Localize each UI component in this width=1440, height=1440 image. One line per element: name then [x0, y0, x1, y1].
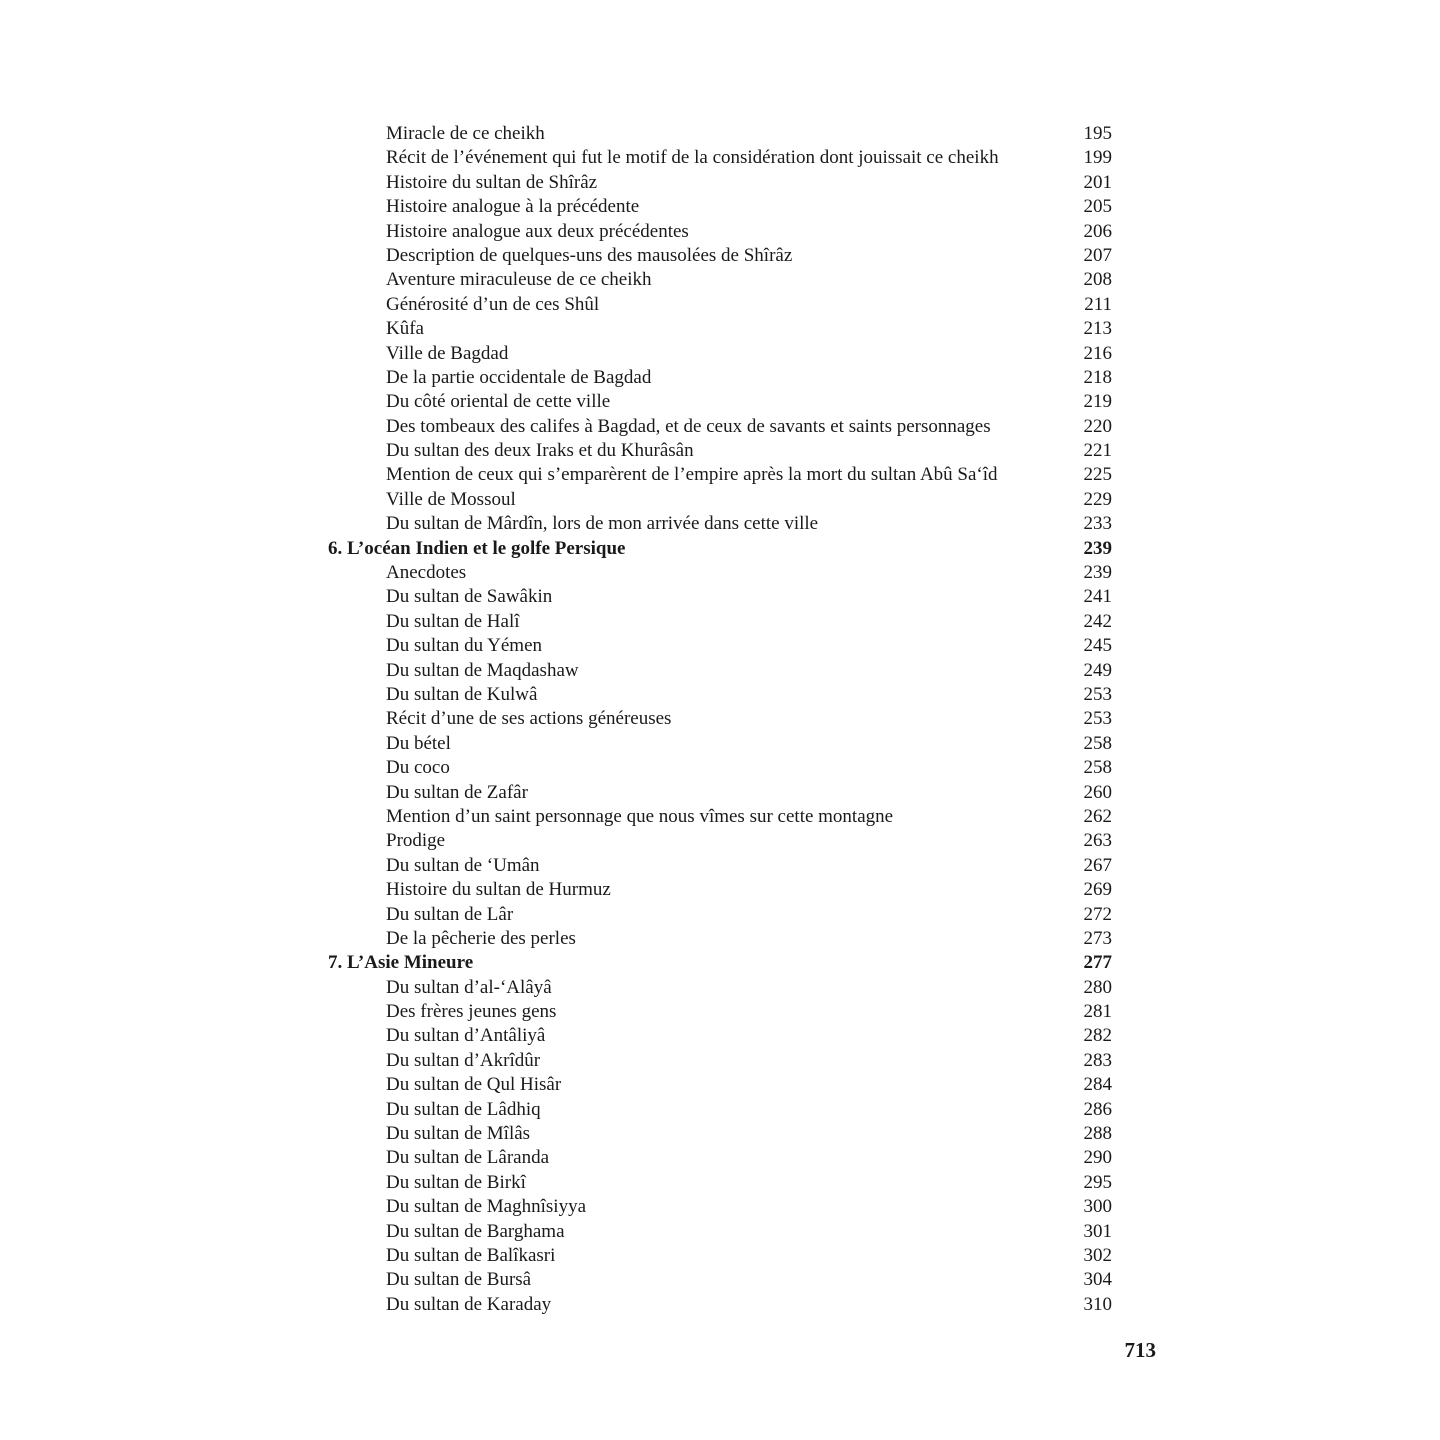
toc-entry [328, 220, 1112, 244]
toc-entry [328, 293, 1112, 317]
toc-entry-title: Du sultan d’Antâliyâ [386, 1025, 546, 1047]
toc-entry-page-number: 195 [1083, 123, 1112, 144]
toc-entry-title: Ville de Bagdad [386, 342, 509, 364]
toc-entry [328, 268, 1112, 292]
toc-entry-page-number: 239 [1083, 537, 1112, 559]
table-of-contents [328, 122, 1112, 1317]
toc-entry [328, 781, 1112, 805]
toc-chapter-heading [328, 951, 1112, 975]
toc-entry-page-number: 280 [1083, 976, 1112, 998]
toc-entry-title: Histoire du sultan de Shîrâz [386, 171, 598, 193]
toc-entry-title: Ville de Mossoul [386, 488, 516, 510]
toc-entry [328, 756, 1112, 780]
toc-entry-page-number: 206 [1083, 220, 1112, 242]
toc-entry [328, 829, 1112, 853]
toc-entry [328, 171, 1112, 195]
toc-entry-title: Du coco [386, 757, 450, 779]
toc-entry [328, 1171, 1112, 1195]
toc-entry-title: De la pêcherie des perles [386, 927, 576, 949]
toc-entry-page-number: 249 [1083, 659, 1112, 681]
toc-entry [328, 317, 1112, 341]
toc-entry [328, 634, 1112, 658]
toc-entry-title: Du sultan de Karaday [386, 1293, 552, 1315]
toc-entry [328, 805, 1112, 829]
toc-entry-page-number: 302 [1083, 1244, 1112, 1266]
toc-entry-page-number: 286 [1083, 1098, 1112, 1120]
toc-chapter-heading [328, 537, 1112, 561]
toc-entry-title: Du sultan de Maghnîsiyya [386, 1196, 587, 1218]
toc-entry-page-number: 295 [1083, 1171, 1112, 1193]
toc-entry-title: Du sultan de Maqdashaw [386, 659, 579, 681]
toc-entry-title: Du sultan de Lâranda [386, 1147, 550, 1169]
toc-entry-title: Du sultan de Zafâr [386, 781, 528, 803]
toc-entry-page-number: 260 [1083, 781, 1112, 803]
toc-entry-title: Du sultan de Bursâ [386, 1269, 532, 1291]
toc-entry-title: Histoire du sultan de Hurmuz [386, 879, 611, 901]
toc-entry-page-number: 273 [1083, 927, 1112, 949]
toc-entry-title: Des tombeaux des califes à Bagdad, et de ceux de savants et saints personnages [386, 415, 991, 437]
toc-entry [328, 561, 1112, 585]
toc-entry [328, 1000, 1112, 1024]
toc-entry-page-number: 290 [1083, 1147, 1112, 1169]
toc-entry [328, 512, 1112, 536]
toc-entry-page-number: 207 [1083, 244, 1112, 266]
toc-entry-page-number: 213 [1083, 318, 1112, 340]
toc-entry-title: Anecdotes [386, 562, 467, 584]
toc-entry-title: Aventure miraculeuse de ce cheikh [386, 269, 652, 291]
toc-entry [328, 1195, 1112, 1219]
toc-entry-title: Récit de l’événement qui fut le motif de la considération dont jouissait ce cheikh [386, 147, 999, 169]
toc-entry-page-number: 253 [1083, 683, 1112, 705]
toc-entry [328, 927, 1112, 951]
toc-entry-title: Mention de ceux qui s’emparèrent de l’empire après la mort du sultan Abû Sa‘îd [386, 464, 998, 486]
toc-entry [328, 1220, 1112, 1244]
toc-entry [328, 878, 1112, 902]
toc-entry-title: 7. L’Asie Mineure [328, 952, 474, 974]
toc-entry-page-number: 221 [1083, 440, 1112, 462]
toc-entry-title: Du sultan d’Akrîdûr [386, 1049, 541, 1071]
toc-entry-page-number: 269 [1083, 879, 1112, 901]
toc-entry-page-number: 263 [1083, 830, 1112, 852]
toc-entry-title: Du sultan de Sawâkin [386, 586, 553, 608]
toc-entry-page-number: 310 [1083, 1293, 1112, 1315]
toc-entry-page-number: 301 [1083, 1220, 1112, 1242]
toc-entry [328, 146, 1112, 170]
toc-entry [328, 1073, 1112, 1097]
toc-entry [328, 903, 1112, 927]
toc-entry-title: Générosité d’un de ces Shûl [386, 293, 600, 315]
toc-entry-page-number: 288 [1083, 1123, 1112, 1145]
toc-entry-title: Du sultan du Yémen [386, 635, 543, 657]
toc-entry-page-number: 304 [1083, 1269, 1112, 1291]
toc-entry-page-number: 229 [1083, 488, 1112, 510]
toc-entry-title: Miracle de ce cheikh [386, 123, 545, 144]
toc-entry [328, 244, 1112, 268]
toc-entry-page-number: 242 [1083, 610, 1112, 632]
toc-entry [328, 463, 1112, 487]
toc-entry-title: Du sultan de Lâdhiq [386, 1098, 541, 1120]
toc-entry-page-number: 219 [1083, 391, 1112, 413]
toc-entry-page-number: 267 [1083, 854, 1112, 876]
toc-entry-title: Récit d’une de ses actions généreuses [386, 708, 672, 730]
toc-entry-page-number: 277 [1083, 952, 1112, 974]
toc-entry [328, 122, 1112, 146]
toc-entry-page-number: 284 [1083, 1074, 1112, 1096]
page-number: 713 [1124, 1338, 1156, 1362]
toc-entry-title: De la partie occidentale de Bagdad [386, 366, 652, 388]
toc-entry-title: Des frères jeunes gens [386, 1001, 557, 1023]
toc-entry-page-number: 208 [1083, 269, 1112, 291]
toc-entry-title: Du sultan d’al-‘Alâyâ [386, 976, 552, 998]
toc-entry [328, 415, 1112, 439]
toc-entry [328, 439, 1112, 463]
toc-entry-title: Du sultan de Kulwâ [386, 683, 538, 705]
toc-entry [328, 390, 1112, 414]
toc-entry-title: Prodige [386, 830, 446, 852]
toc-entry [328, 195, 1112, 219]
toc-entry [328, 610, 1112, 634]
toc-entry-page-number: 253 [1083, 708, 1112, 730]
toc-entry-title: Du sultan de Barghama [386, 1220, 565, 1242]
toc-entry-page-number: 199 [1083, 147, 1112, 169]
toc-entry-page-number: 225 [1083, 464, 1112, 486]
toc-entry-page-number: 283 [1083, 1049, 1112, 1071]
toc-entry [328, 659, 1112, 683]
toc-entry [328, 1049, 1112, 1073]
toc-entry [328, 707, 1112, 731]
toc-entry-title: Du sultan de Lâr [386, 903, 514, 925]
toc-entry-page-number: 220 [1083, 415, 1112, 437]
toc-entry-page-number: 245 [1083, 635, 1112, 657]
toc-entry-title: Du sultan de Qul Hisâr [386, 1074, 562, 1096]
toc-entry [328, 976, 1112, 1000]
toc-entry-title: 6. L’océan Indien et le golfe Persique [328, 537, 626, 559]
toc-entry [328, 488, 1112, 512]
toc-entry-title: Du sultan de Mîlâs [386, 1123, 531, 1145]
toc-entry [328, 1098, 1112, 1122]
toc-entry-title: Du bétel [386, 732, 451, 754]
toc-entry-page-number: 216 [1083, 342, 1112, 364]
toc-entry-page-number: 300 [1083, 1196, 1112, 1218]
toc-entry-title: Kûfa [386, 318, 424, 340]
toc-entry-page-number: 211 [1084, 293, 1112, 315]
toc-entry [328, 732, 1112, 756]
toc-entry-page-number: 233 [1083, 513, 1112, 535]
toc-entry-title: Histoire analogue à la précédente [386, 196, 640, 218]
toc-entry-page-number: 258 [1083, 732, 1112, 754]
toc-entry-title: Du sultan de Balîkasri [386, 1244, 556, 1266]
toc-entry-title: Du côté oriental de cette ville [386, 391, 611, 413]
toc-entry [328, 1293, 1112, 1317]
toc-entry-page-number: 205 [1083, 196, 1112, 218]
toc-entry-page-number: 272 [1083, 903, 1112, 925]
toc-entry-page-number: 218 [1083, 366, 1112, 388]
toc-entry-title: Du sultan de ‘Umân [386, 854, 540, 876]
toc-entry-page-number: 241 [1083, 586, 1112, 608]
toc-entry-title: Description de quelques-uns des mausolées de Shîrâz [386, 244, 793, 266]
toc-entry [328, 1024, 1112, 1048]
toc-entry-title: Du sultan de Halî [386, 610, 520, 632]
toc-entry-title: Du sultan de Birkî [386, 1171, 526, 1193]
toc-entry [328, 366, 1112, 390]
toc-entry [328, 1244, 1112, 1268]
toc-entry-page-number: 262 [1083, 805, 1112, 827]
toc-entry-title: Mention d’un saint personnage que nous vîmes sur cette montagne [386, 805, 894, 827]
toc-entry-title: Du sultan de Mârdîn, lors de mon arrivée dans cette ville [386, 513, 819, 535]
toc-entry-page-number: 258 [1083, 757, 1112, 779]
toc-entry [328, 1268, 1112, 1292]
toc-entry-page-number: 239 [1083, 562, 1112, 584]
toc-entry-title: Histoire analogue aux deux précédentes [386, 220, 689, 242]
toc-entry-title: Du sultan des deux Iraks et du Khurâsân [386, 440, 694, 462]
toc-entry-page-number: 201 [1083, 171, 1112, 193]
toc-entry [328, 1122, 1112, 1146]
toc-entry-page-number: 281 [1083, 1001, 1112, 1023]
toc-entry [328, 1146, 1112, 1170]
toc-entry-page-number: 282 [1083, 1025, 1112, 1047]
toc-entry [328, 683, 1112, 707]
toc-entry [328, 342, 1112, 366]
toc-entry [328, 854, 1112, 878]
toc-entry [328, 585, 1112, 609]
